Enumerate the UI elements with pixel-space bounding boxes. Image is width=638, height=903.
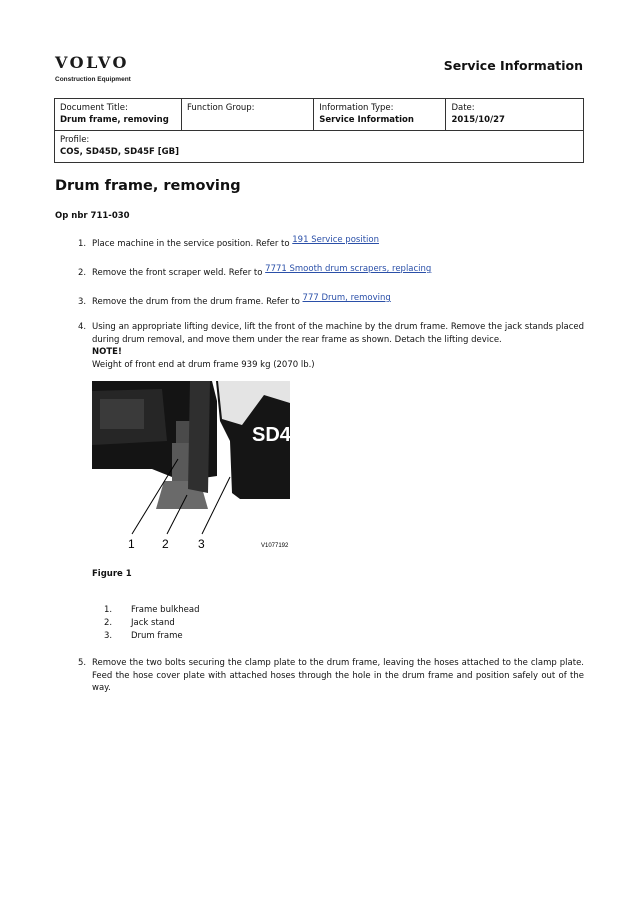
drum-scrapers-link[interactable]: 7771 Smooth drum scrapers, replacing [265, 264, 432, 274]
meta-date-label: Date: [451, 103, 475, 113]
step-text: Using an appropriate lifting device, lift the front of the machine by the drum frame. Remove the jack stands placed during drum removal, and move them under the rear frame as shown. Detach the lifting device. [92, 322, 584, 345]
step-4 [78, 321, 584, 371]
frame-panel [100, 399, 144, 429]
page-title: Drum frame, removing [55, 178, 241, 194]
legend-number: 2. [104, 618, 113, 628]
drum-frame-edge [188, 381, 210, 493]
step-text: Place machine in the service position. Refer to [92, 239, 290, 249]
step-5 [78, 657, 584, 695]
meta-doc-title-value: Drum frame, removing [60, 115, 169, 125]
step-text: Remove the two bolts securing the clamp plate to the drum frame, leaving the hoses attached to the clamp plate. Feed the hose cover plate with attached hoses through the hole in the drum frame and position safely out of the way. [92, 658, 584, 693]
step-number: 4. [78, 322, 87, 332]
drum-removing-link[interactable]: 777 Drum, removing [302, 293, 391, 303]
figure-jack-stand-photo [92, 381, 290, 551]
meta-info-type-cell [314, 99, 446, 131]
legend-label: Jack stand [131, 618, 175, 628]
header-title: Service Information [443, 58, 583, 73]
legend-item [104, 630, 199, 643]
step-1 [78, 235, 584, 251]
step-number: 5. [78, 658, 87, 668]
meta-function-group-label: Function Group: [186, 103, 255, 113]
service-position-link[interactable]: 191 Service position [292, 235, 379, 245]
note-text: Weight of front end at drum frame 939 kg (2070 lb.) [92, 359, 315, 370]
step-2 [78, 264, 584, 280]
meta-profile-cell [55, 131, 584, 163]
note-label: NOTE! [92, 347, 122, 357]
figure-caption: Figure 1 [92, 569, 132, 579]
meta-doc-title-label: Document Title: [60, 103, 128, 113]
meta-doc-title-cell [55, 99, 182, 131]
legend-label: Drum frame [131, 631, 183, 641]
meta-date-value: 2015/10/27 [451, 115, 505, 125]
legend-number: 1. [104, 605, 113, 615]
brand-subtitle: Construction Equipment [55, 76, 131, 83]
callout-3: 3 [198, 537, 205, 551]
brand-wordmark: VOLVO [55, 53, 129, 72]
step-text: Remove the front scraper weld. Refer to [92, 268, 263, 278]
document-meta-table [54, 98, 584, 163]
meta-profile-value: COS, SD45D, SD45F [GB] [60, 147, 180, 157]
step-3 [78, 293, 584, 309]
meta-function-group-cell [181, 99, 313, 131]
meta-date-cell [446, 99, 584, 131]
meta-profile-label: Profile: [60, 135, 90, 145]
jack-stand-post [172, 443, 190, 483]
figure-legend [104, 604, 199, 643]
volvo-logo [55, 55, 137, 83]
meta-info-type-value: Service Information [319, 115, 414, 125]
legend-label: Frame bulkhead [131, 605, 200, 615]
step-number: 2. [78, 268, 87, 278]
step-number: 3. [78, 297, 87, 307]
operation-number: Op nbr 711-030 [55, 211, 130, 221]
callout-1: 1 [128, 537, 135, 551]
figure-code: V1077192 [261, 543, 289, 549]
machine-model-text: SD4 [252, 424, 290, 446]
meta-info-type-label: Information Type: [319, 103, 394, 113]
callout-2: 2 [162, 537, 169, 551]
machine-illustration [92, 381, 290, 551]
step-number: 1. [78, 239, 87, 249]
legend-number: 3. [104, 631, 113, 641]
legend-item [104, 617, 199, 630]
legend-item [104, 604, 199, 617]
step-text: Remove the drum from the drum frame. Refer to [92, 297, 300, 307]
